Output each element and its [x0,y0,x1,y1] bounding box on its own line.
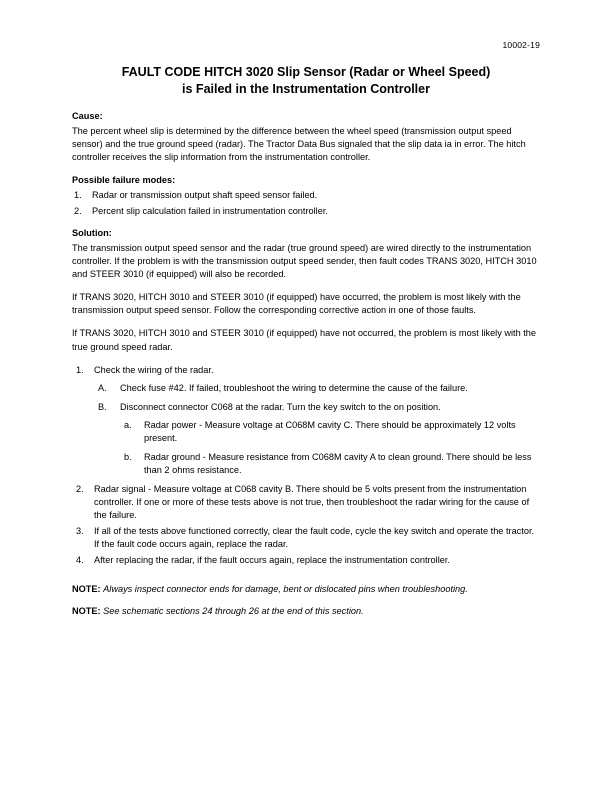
list-marker: b. [124,451,132,462]
cause-heading: Cause: [72,111,103,121]
failure-modes-heading: Possible failure modes: [72,175,176,186]
page-title-line-2: is Failed in the Instrumentation Controller [182,81,430,96]
note-text: Always inspect connector ends for damage, bent or dislocated pins when troubleshooting. [103,584,468,595]
note-2 [72,605,540,618]
cause-text: The percent wheel slip is determined by the difference between the wheel speed (transmission output speed sensor) and the true ground speed (radar). The Tractor Data Bus signaled that the slip data ia in error. The hitch controller receives the slip information from the instrumentation controller. [72,125,526,163]
solution-heading: Solution: [72,228,112,239]
note-1 [72,583,540,596]
step-text: Check the wiring of the radar. [94,364,214,375]
solution-paragraph-1: The transmission output speed sensor and the radar (true ground speed) are wired directly to the instrumentation controller. If the problem is with the transmission output speed sender, then fault codes TRANS 3020, HITCH 3010 and STEER 3010 (if equipped) will also be recorded. [72,243,537,280]
substep-text: Check fuse #42. If failed, troubleshoot the wiring to determine the cause of the failure. [120,382,468,393]
subsubstep-text: Radar power - Measure voltage at C068M cavity C. There should be approximately 12 volts present. [144,419,516,443]
list-marker: 2. [74,206,82,217]
list-item-text: Percent slip calculation failed in instrumentation controller. [92,206,328,217]
list-marker: 3. [76,526,84,537]
subsubstep-item [120,419,540,445]
failure-modes-list [72,189,540,218]
step-item [72,525,540,551]
list-item [72,205,540,218]
step-item [72,483,540,522]
note-label: NOTE: [72,606,101,617]
page-title-line-1: FAULT CODE HITCH 3020 Slip Sensor (Radar or Wheel Speed) [121,65,491,79]
step-1-sublist [94,382,540,477]
solution-paragraph-3: If TRANS 3020, HITCH 3010 and STEER 3010 (if equipped) have not occurred, the problem is most likely with the true ground speed radar. [72,328,537,352]
step-text: After replacing the radar, if the fault occurs again, replace the instrumentation controller. [94,555,450,566]
subsubstep-text: Radar ground - Measure resistance from C068M cavity A to clean ground. There should be less than 2 ohms resistance. [144,451,532,475]
solution-paragraph-2: If TRANS 3020, HITCH 3010 and STEER 3010 (if equipped) have occurred, the problem is most likely with the transmission output speed sensor. Follow the corresponding corrective action in one of those faults. [72,292,521,316]
subsubstep-item [120,451,540,477]
list-marker: 2. [76,484,84,495]
substep-item [94,401,540,477]
step-1b-sublist [120,419,540,477]
list-marker: A. [98,382,107,393]
list-marker: B. [98,401,107,412]
list-marker: 1. [76,364,84,375]
list-item [72,189,540,202]
step-text: Radar signal - Measure voltage at C068 cavity B. There should be 5 volts present from the instrumentation controller. If one or more of these tests above is not true, then troubleshoot the radar wiring for the cause of the failure. [94,484,530,521]
list-item-text: Radar or transmission output shaft speed sensor failed. [92,190,318,201]
substep-text: Disconnect connector C068 at the radar. Turn the key switch to the on position. [120,401,441,412]
page-identifier: 10002-19 [502,40,540,50]
step-text: If all of the tests above functioned correctly, clear the fault code, cycle the key switch and operate the tractor. If the fault code occurs again, replace the radar. [94,526,535,550]
step-item [72,364,540,477]
note-label: NOTE: [72,584,101,595]
list-marker: 4. [76,555,84,566]
step-item [72,554,540,567]
substep-item [94,382,540,395]
note-text: See schematic sections 24 through 26 at the end of this section. [103,606,364,617]
solution-steps-list [72,364,540,568]
list-marker: a. [124,419,132,430]
page-title [72,64,540,97]
list-marker: 1. [74,190,82,201]
